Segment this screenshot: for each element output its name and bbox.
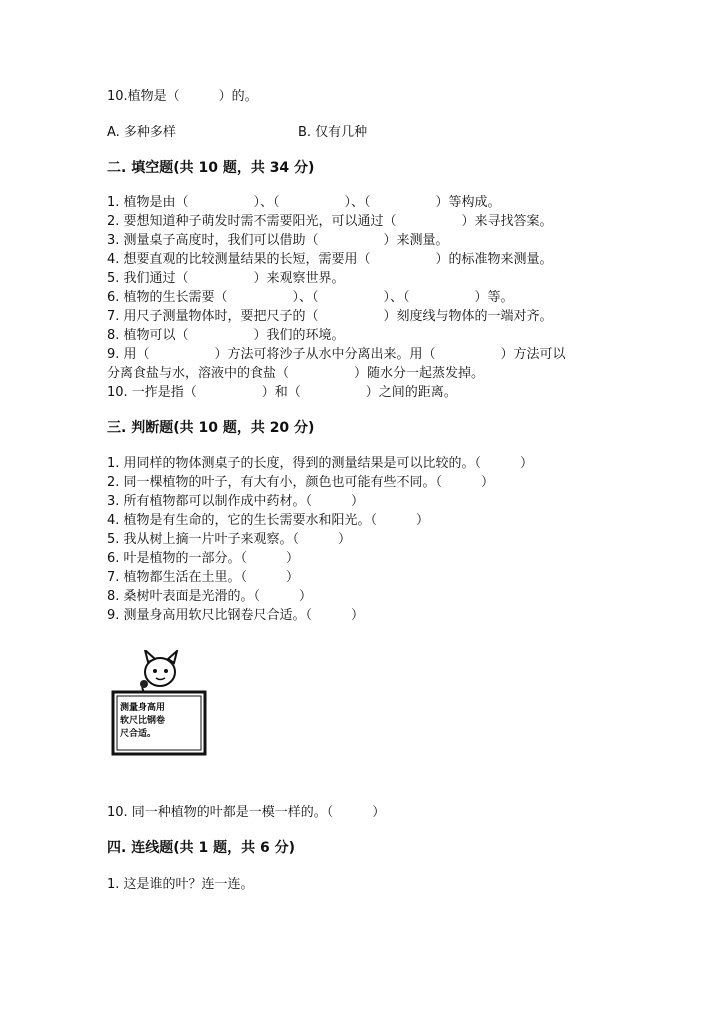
sign-text — [120, 702, 198, 741]
fill-item: 3. 测量桌子高度时，我们可以借助（ ）来测量。 — [107, 233, 449, 248]
judge-item: 5. 我从树上摘一片叶子来观察。（ ） — [107, 532, 352, 547]
match-item: 1. 这是谁的叶？连一连。 — [107, 877, 254, 892]
judge-item: 10. 同一种植物的叶都是一模一样的。（ ） — [107, 805, 386, 820]
q10-option-b: B. 仅有几种 — [298, 125, 368, 140]
fill-item: 1. 植物是由（ ）、（ ）、（ ）等构成。 — [107, 195, 501, 210]
fill-item: 4. 想要直观的比较测量结果的长短，需要用（ ）的标准物来测量。 — [107, 252, 553, 267]
section-3-heading: 三. 判断题(共 10 题，共 20 分) — [107, 420, 315, 436]
fill-item: 9. 用（ ）方法可将沙子从水中分离出来。用（ ）方法可以 — [107, 347, 566, 362]
sign-line: 软尺比钢卷 — [120, 716, 166, 726]
q10-option-a: A. 多种多样 — [107, 125, 176, 140]
judge-item: 8. 桑树叶表面是光滑的。（ ） — [107, 589, 313, 604]
section-2-heading: 二. 填空题(共 10 题，共 34 分) — [107, 160, 315, 176]
judge-item: 2. 同一棵植物的叶子，有大有小，颜色也可能有些不同。（ ） — [107, 475, 495, 490]
judge-item: 4. 植物是有生命的，它的生长需要水和阳光。（ ） — [107, 513, 430, 528]
fill-item: 7. 用尺子测量物体时，要把尺子的（ ）刻度线与物体的一端对齐。 — [107, 309, 553, 324]
q10-question: 10.植物是（ ）的。 — [107, 89, 258, 104]
sign-line: 测量身高用 — [120, 703, 166, 713]
fill-item: 2. 要想知道种子萌发时需不需要阳光，可以通过（ ）来寻找答案。 — [107, 214, 553, 229]
judge-item: 3. 所有植物都可以制作成中药材。（ ） — [107, 494, 365, 509]
fill-item: 6. 植物的生长需要（ ）、（ ）、（ ）等。 — [107, 290, 514, 305]
fill-item: 10. 一拃是指（ ）和（ ）之间的距离。 — [107, 385, 457, 400]
fill-item-continued: 分离食盐与水，溶液中的食盐（ ）随水分一起蒸发掉。 — [107, 366, 485, 381]
judge-item: 9. 测量身高用软尺比钢卷尺合适。（ ） — [107, 608, 365, 623]
sign-line: 尺合适。 — [120, 729, 157, 739]
fill-item: 5. 我们通过（ ）来观察世界。 — [107, 271, 345, 286]
judge-item: 6. 叶是植物的一部分。（ ） — [107, 551, 300, 566]
cartoon-sign-illustration — [108, 650, 208, 760]
judge-item: 7. 植物都生活在土里。（ ） — [107, 570, 300, 585]
fill-item: 8. 植物可以（ ）我们的环境。 — [107, 328, 345, 343]
judge-item: 1. 用同样的物体测桌子的长度，得到的测量结果是可以比较的。（ ） — [107, 456, 534, 471]
section-4-heading: 四. 连线题(共 1 题，共 6 分) — [107, 840, 295, 856]
